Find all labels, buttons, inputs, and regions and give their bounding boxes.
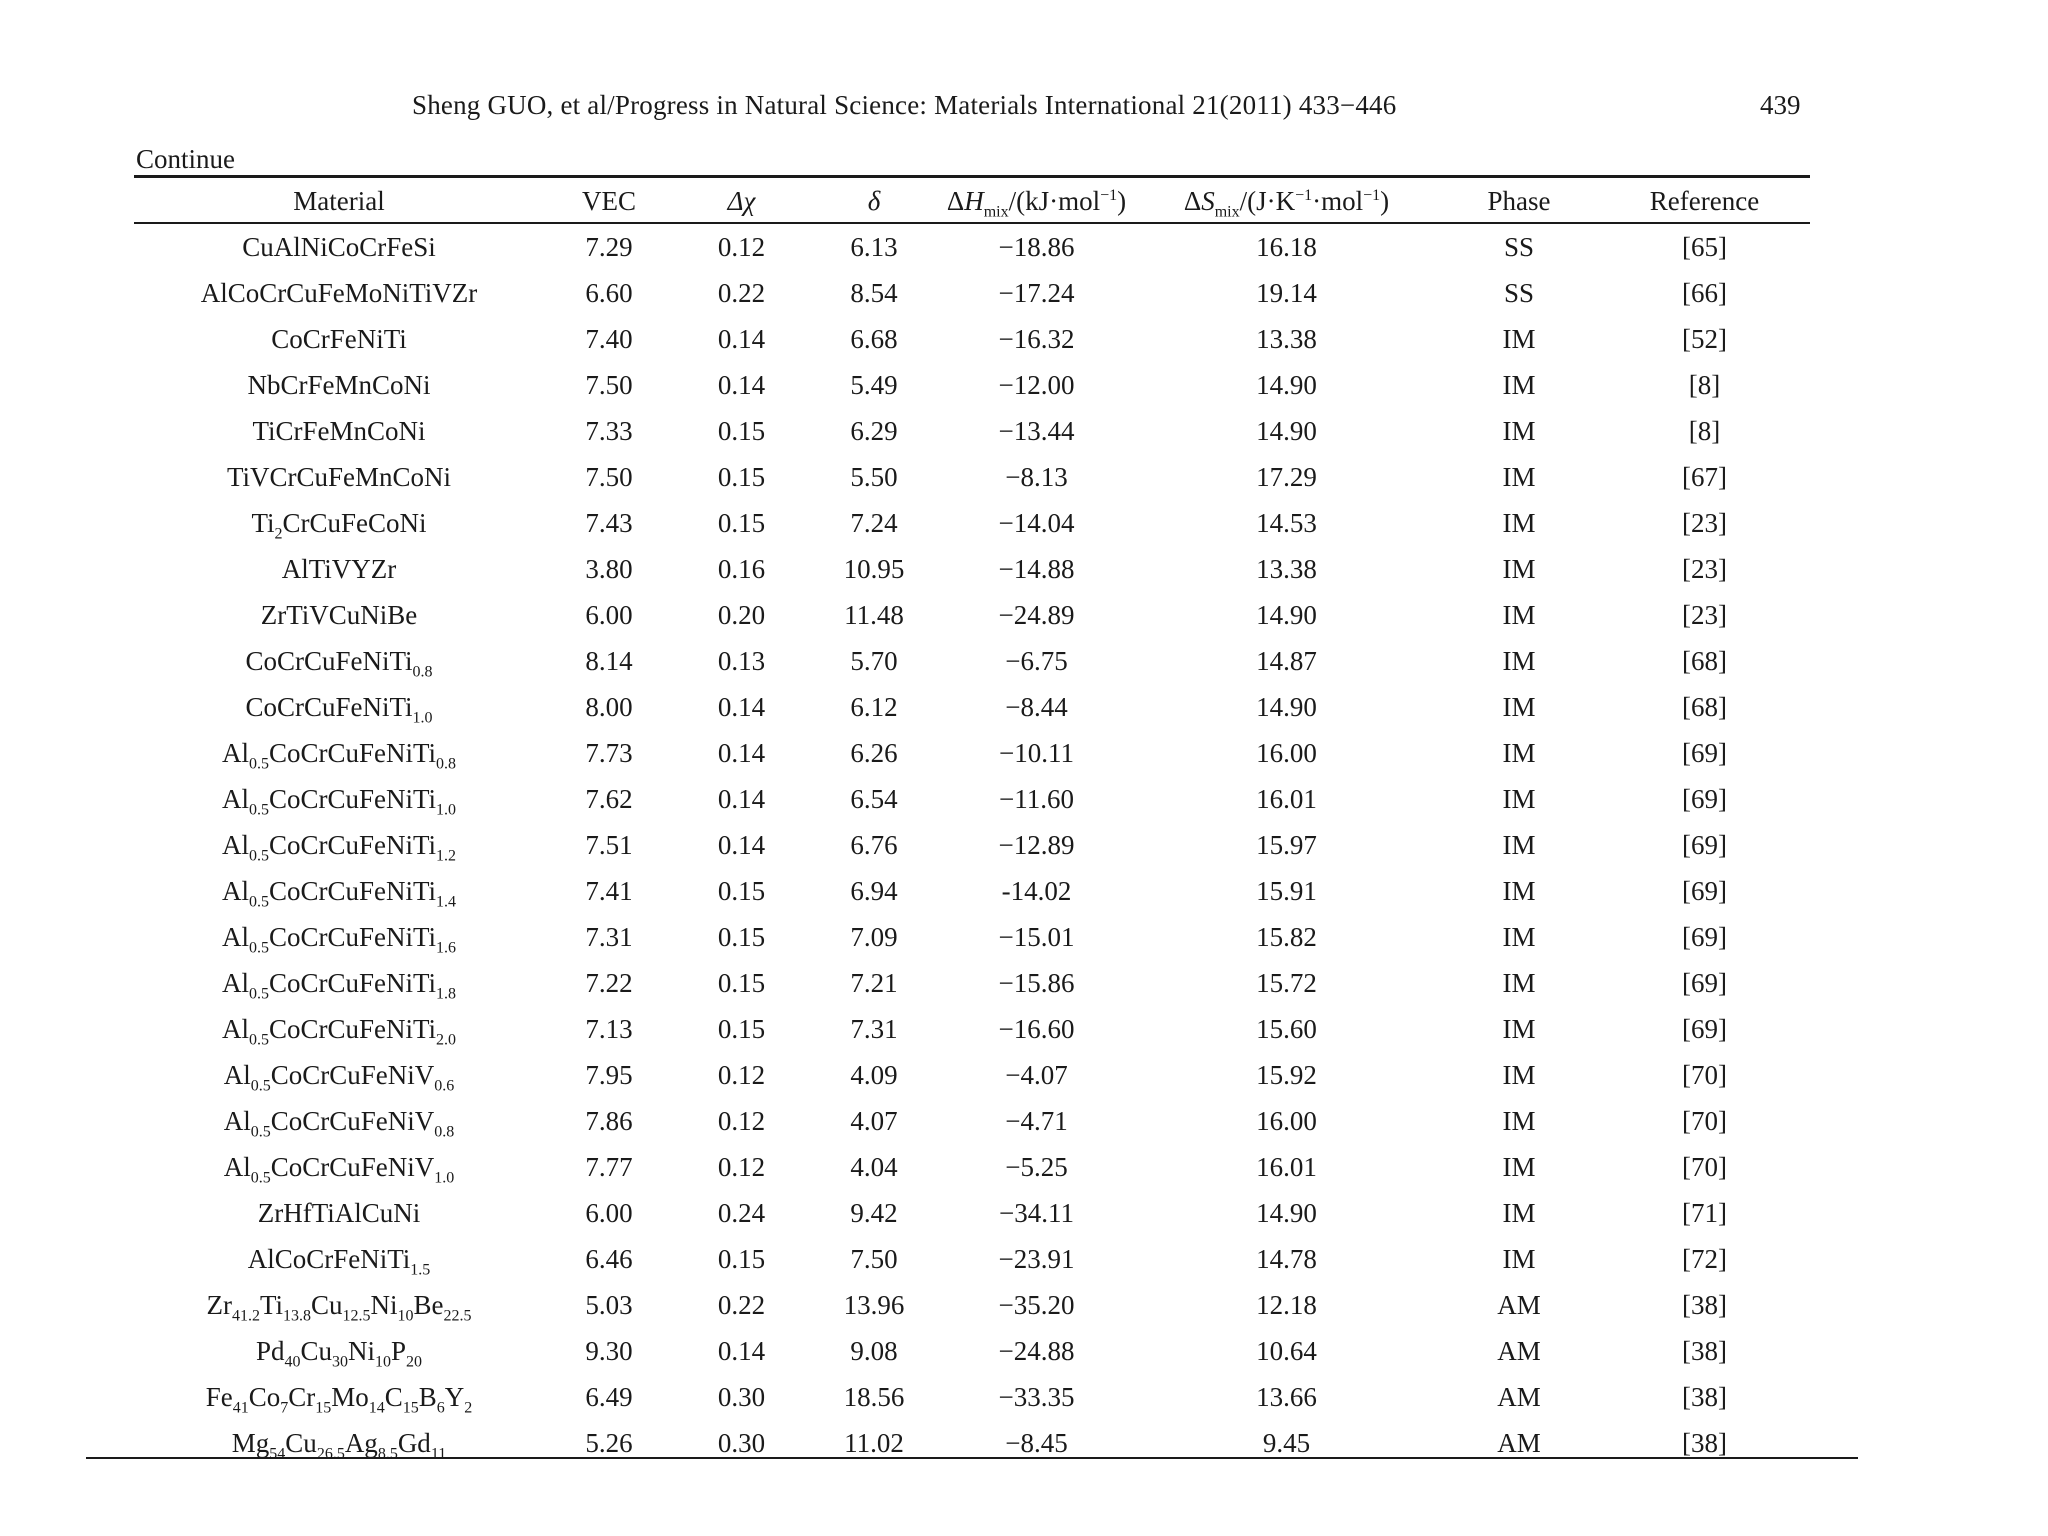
delta-s-mix-cell: 16.01: [1256, 783, 1317, 814]
phase-cell: IM: [1502, 1013, 1536, 1044]
delta-cell: 7.24: [850, 507, 898, 538]
delta-s-mix-cell: 19.14: [1256, 277, 1317, 308]
reference-cell: [69]: [1682, 783, 1727, 814]
delta-chi-cell: 0.14: [717, 691, 766, 722]
phase-cell: IM: [1502, 967, 1536, 998]
reference-cell: [68]: [1682, 691, 1727, 722]
delta-h-mix-cell: −15.01: [998, 921, 1075, 952]
delta-s-mix-cell: 16.00: [1256, 1105, 1317, 1136]
delta-chi-cell: 0.30: [717, 1427, 766, 1458]
col-header-delta-chi: Δχ: [727, 185, 756, 216]
delta-chi-cell: 0.12: [717, 231, 766, 262]
delta-cell: 6.54: [850, 783, 898, 814]
col-header-delta: δ: [867, 185, 881, 216]
delta-h-mix-cell: −5.25: [1005, 1151, 1068, 1182]
table-row: [134, 546, 1810, 592]
delta-h-mix-cell: −24.88: [998, 1335, 1075, 1366]
reference-cell: [23]: [1682, 507, 1727, 538]
delta-s-mix-cell: 14.90: [1256, 1197, 1317, 1228]
reference-cell: [69]: [1682, 829, 1727, 860]
delta-cell: 9.42: [850, 1197, 898, 1228]
delta-s-mix-cell: 17.29: [1256, 461, 1317, 492]
delta-h-mix-cell: −17.24: [998, 277, 1075, 308]
material-cell: $Al_{0.5}CoCrCuFeNiTi_{1.6}$: [221, 921, 457, 956]
reference-cell: [38]: [1682, 1427, 1727, 1458]
table-row: [134, 1006, 1810, 1052]
reference-cell: [68]: [1682, 645, 1727, 676]
reference-cell: [69]: [1682, 921, 1727, 952]
table-row: [134, 1374, 1810, 1420]
table-row: [134, 316, 1810, 362]
delta-cell: 7.31: [850, 1013, 898, 1044]
phase-cell: IM: [1502, 645, 1536, 676]
col-header-reference: Reference: [1649, 185, 1760, 216]
delta-cell: 13.96: [843, 1289, 905, 1320]
phase-cell: IM: [1502, 1059, 1536, 1090]
material-cell: $Al_{0.5}CoCrCuFeNiTi_{1.8}$: [221, 967, 457, 1002]
material-cell: CuAlNiCoCrFeSi: [242, 231, 436, 262]
delta-s-mix-cell: 13.38: [1256, 553, 1317, 584]
delta-chi-cell: 0.30: [717, 1381, 766, 1412]
table-row: [134, 1190, 1810, 1236]
reference-cell: [8]: [1688, 369, 1721, 400]
reference-cell: [70]: [1682, 1059, 1727, 1090]
reference-cell: [71]: [1682, 1197, 1727, 1228]
material-cell: TiCrFeMnCoNi: [252, 415, 426, 446]
material-cell: ZrHfTiAlCuNi: [257, 1197, 421, 1228]
phase-cell: IM: [1502, 829, 1536, 860]
delta-h-mix-cell: −14.04: [998, 507, 1075, 538]
delta-chi-cell: 0.22: [717, 1289, 766, 1320]
delta-s-mix-cell: 10.64: [1256, 1335, 1317, 1366]
delta-chi-cell: 0.12: [717, 1105, 766, 1136]
table-row: [134, 270, 1810, 316]
phase-cell: IM: [1502, 507, 1536, 538]
delta-h-mix-cell: -14.02: [1001, 875, 1072, 906]
delta-h-mix-cell: −34.11: [999, 1197, 1074, 1228]
delta-chi-cell: 0.14: [717, 737, 766, 768]
delta-h-mix-cell: −8.45: [1005, 1427, 1068, 1458]
vec-cell: 8.14: [585, 645, 633, 676]
table-row: [134, 1328, 1810, 1374]
delta-h-mix-cell: −16.60: [998, 1013, 1075, 1044]
vec-cell: 8.00: [585, 691, 633, 722]
delta-s-mix-cell: 14.90: [1256, 599, 1317, 630]
phase-cell: IM: [1502, 461, 1536, 492]
phase-cell: IM: [1502, 783, 1536, 814]
vec-cell: 7.41: [585, 875, 633, 906]
reference-cell: [69]: [1682, 737, 1727, 768]
table-row: [134, 1282, 1810, 1328]
table-row: [134, 362, 1810, 408]
reference-cell: [66]: [1682, 277, 1727, 308]
table-continue-label: Continue: [136, 144, 235, 174]
table-row: [134, 1098, 1810, 1144]
table-row: [134, 868, 1810, 914]
delta-cell: 6.13: [850, 231, 898, 262]
delta-cell: 6.94: [850, 875, 898, 906]
delta-s-mix-cell: 16.00: [1256, 737, 1317, 768]
material-cell: $Ti_2CrCuFeCoNi$: [251, 507, 427, 542]
vec-cell: 7.33: [585, 415, 633, 446]
reference-cell: [65]: [1682, 231, 1727, 262]
table-row: [134, 454, 1810, 500]
vec-cell: 7.29: [585, 231, 633, 262]
table-row: [134, 684, 1810, 730]
delta-s-mix-cell: 16.18: [1256, 231, 1317, 262]
delta-cell: 11.48: [844, 599, 904, 630]
vec-cell: 3.80: [585, 553, 633, 584]
delta-s-mix-cell: 15.60: [1256, 1013, 1317, 1044]
vec-cell: 7.51: [585, 829, 633, 860]
material-cell: CoCrCuFeNiTi$_{0.8}$: [245, 645, 433, 680]
material-cell: TiVCrCuFeMnCoNi: [226, 461, 452, 492]
delta-cell: 11.02: [844, 1427, 904, 1458]
delta-h-mix-cell: −23.91: [998, 1243, 1075, 1274]
phase-cell: IM: [1502, 323, 1536, 354]
delta-cell: 7.50: [850, 1243, 898, 1274]
phase-cell: IM: [1502, 875, 1536, 906]
material-cell: $Mg_{54}Cu_{26.5}Ag_{8.5}Gd_{11}$: [231, 1427, 447, 1462]
material-cell: AlCoCrCuFeMoNiTiVZr: [200, 277, 478, 308]
reference-cell: [69]: [1682, 875, 1727, 906]
phase-cell: IM: [1502, 1197, 1536, 1228]
table-row: [134, 592, 1810, 638]
material-cell: $Al_{0.5}CoCrCuFeNiV_{0.6}$: [223, 1059, 455, 1094]
delta-h-mix-cell: −18.86: [998, 231, 1075, 262]
table-row: [134, 776, 1810, 822]
table-row: [134, 638, 1810, 684]
col-header-vec: VEC: [582, 185, 636, 216]
delta-s-mix-cell: 14.90: [1256, 369, 1317, 400]
table-row: [134, 1052, 1810, 1098]
material-cell: $Al_{0.5}CoCrCuFeNiTi_{1.2}$: [221, 829, 457, 864]
delta-cell: 10.95: [843, 553, 905, 584]
phase-cell: AM: [1497, 1427, 1541, 1458]
delta-cell: 6.29: [850, 415, 898, 446]
delta-chi-cell: 0.13: [717, 645, 766, 676]
vec-cell: 7.62: [585, 783, 633, 814]
material-cell: $Al_{0.5}CoCrCuFeNiTi_{0.8}$: [221, 737, 457, 772]
delta-h-mix-cell: −12.00: [998, 369, 1075, 400]
delta-s-mix-cell: 14.87: [1256, 645, 1317, 676]
delta-s-mix-cell: 14.78: [1256, 1243, 1317, 1274]
delta-s-mix-cell: 14.53: [1256, 507, 1317, 538]
delta-cell: 6.68: [850, 323, 898, 354]
running-head: Sheng GUO, et al/Progress in Natural Science: Materials International 21(2011) 433−446: [412, 90, 1397, 120]
delta-s-mix-cell: 13.66: [1256, 1381, 1317, 1412]
material-cell: $Pd_{40}Cu_{30}Ni_{10}P_{20}$: [255, 1335, 423, 1370]
delta-h-mix-cell: −8.44: [1005, 691, 1068, 722]
delta-h-mix-cell: −14.88: [998, 553, 1075, 584]
phase-cell: IM: [1502, 1151, 1536, 1182]
col-header-delta-h-mix: $\Delta H_{mix}/(kJ\cdot mol^{-1})$: [946, 185, 1127, 220]
vec-cell: 7.22: [585, 967, 633, 998]
phase-cell: AM: [1497, 1335, 1541, 1366]
vec-cell: 7.95: [585, 1059, 633, 1090]
delta-s-mix-cell: 15.82: [1256, 921, 1317, 952]
delta-chi-cell: 0.15: [717, 921, 766, 952]
reference-cell: [69]: [1682, 967, 1727, 998]
vec-cell: 7.50: [585, 461, 633, 492]
delta-h-mix-cell: −8.13: [1005, 461, 1068, 492]
page-number: 439: [1760, 90, 1801, 120]
delta-cell: 7.09: [850, 921, 898, 952]
vec-cell: 6.46: [585, 1243, 633, 1274]
delta-s-mix-cell: 15.91: [1256, 875, 1317, 906]
vec-cell: 7.13: [585, 1013, 633, 1044]
delta-chi-cell: 0.22: [717, 277, 766, 308]
delta-cell: 6.76: [850, 829, 898, 860]
phase-cell: IM: [1502, 691, 1536, 722]
delta-s-mix-cell: 16.01: [1256, 1151, 1317, 1182]
reference-cell: [38]: [1682, 1381, 1727, 1412]
material-cell: $Fe_{41}Co_7Cr_{15}Mo_{14}C_{15}B_6Y_2$: [205, 1381, 473, 1416]
delta-chi-cell: 0.20: [717, 599, 766, 630]
delta-chi-cell: 0.14: [717, 783, 766, 814]
phase-cell: IM: [1502, 921, 1536, 952]
table-row: [134, 1420, 1810, 1466]
delta-chi-cell: 0.15: [717, 415, 766, 446]
delta-chi-cell: 0.12: [717, 1151, 766, 1182]
vec-cell: 6.60: [585, 277, 633, 308]
table-row: [134, 408, 1810, 454]
material-cell: $Al_{0.5}CoCrCuFeNiTi_{1.4}$: [221, 875, 457, 910]
delta-s-mix-cell: 14.90: [1256, 691, 1317, 722]
delta-chi-cell: 0.16: [717, 553, 766, 584]
delta-h-mix-cell: −33.35: [998, 1381, 1075, 1412]
delta-chi-cell: 0.15: [717, 1243, 766, 1274]
phase-cell: IM: [1502, 599, 1536, 630]
material-cell: $Al_{0.5}CoCrCuFeNiTi_{1.0}$: [221, 783, 457, 818]
col-header-delta-s-mix: $\Delta S_{mix}/(J\cdot K^{-1}\cdot mol^{-1})$: [1183, 185, 1390, 220]
delta-h-mix-cell: −24.89: [998, 599, 1075, 630]
delta-s-mix-cell: 15.92: [1256, 1059, 1317, 1090]
table-row: [134, 222, 1810, 270]
reference-cell: [72]: [1682, 1243, 1727, 1274]
vec-cell: 7.31: [585, 921, 633, 952]
material-cell: NbCrFeMnCoNi: [247, 369, 431, 400]
delta-s-mix-cell: 14.90: [1256, 415, 1317, 446]
delta-h-mix-cell: −13.44: [998, 415, 1075, 446]
delta-h-mix-cell: −11.60: [999, 783, 1074, 814]
reference-cell: [67]: [1682, 461, 1727, 492]
material-cell: $Al_{0.5}CoCrCuFeNiTi_{2.0}$: [221, 1013, 457, 1048]
delta-h-mix-cell: −15.86: [998, 967, 1075, 998]
delta-cell: 6.12: [850, 691, 898, 722]
table-row: [134, 1236, 1810, 1282]
vec-cell: 7.40: [585, 323, 633, 354]
table-row: [134, 1144, 1810, 1190]
vec-cell: 6.00: [585, 599, 633, 630]
alloy-properties-table: [134, 180, 1810, 1466]
reference-cell: [8]: [1688, 415, 1721, 446]
vec-cell: 7.50: [585, 369, 633, 400]
delta-s-mix-cell: 15.72: [1256, 967, 1317, 998]
delta-cell: 4.09: [850, 1059, 898, 1090]
reference-cell: [69]: [1682, 1013, 1727, 1044]
delta-chi-cell: 0.15: [717, 967, 766, 998]
table-row: [134, 822, 1810, 868]
delta-cell: 5.70: [850, 645, 898, 676]
material-cell: $Al_{0.5}CoCrCuFeNiV_{1.0}$: [223, 1151, 455, 1186]
delta-h-mix-cell: −4.07: [1005, 1059, 1068, 1090]
vec-cell: 9.30: [585, 1335, 633, 1366]
reference-cell: [38]: [1682, 1289, 1727, 1320]
phase-cell: AM: [1497, 1289, 1541, 1320]
delta-chi-cell: 0.14: [717, 369, 766, 400]
phase-cell: SS: [1503, 231, 1535, 262]
delta-s-mix-cell: 12.18: [1256, 1289, 1317, 1320]
delta-cell: 4.07: [850, 1105, 898, 1136]
phase-cell: IM: [1502, 369, 1536, 400]
delta-cell: 5.50: [850, 461, 898, 492]
delta-chi-cell: 0.15: [717, 875, 766, 906]
delta-h-mix-cell: −6.75: [1005, 645, 1068, 676]
reference-cell: [70]: [1682, 1105, 1727, 1136]
delta-chi-cell: 0.15: [717, 1013, 766, 1044]
delta-cell: 18.56: [843, 1381, 905, 1412]
vec-cell: 7.77: [585, 1151, 633, 1182]
vec-cell: 6.00: [585, 1197, 633, 1228]
phase-cell: IM: [1502, 553, 1536, 584]
delta-cell: 6.26: [850, 737, 898, 768]
reference-cell: [52]: [1682, 323, 1727, 354]
vec-cell: 5.03: [585, 1289, 633, 1320]
table-row: [134, 960, 1810, 1006]
material-cell: CoCrFeNiTi: [271, 323, 407, 354]
phase-cell: IM: [1502, 737, 1536, 768]
col-header-material: Material: [293, 185, 385, 216]
phase-cell: AM: [1497, 1381, 1541, 1412]
delta-cell: 9.08: [850, 1335, 898, 1366]
delta-cell: 5.49: [850, 369, 898, 400]
table-row: [134, 914, 1810, 960]
delta-chi-cell: 0.14: [717, 1335, 766, 1366]
material-cell: AlCoCrFeNiTi$_{1.5}$: [247, 1243, 431, 1278]
vec-cell: 7.43: [585, 507, 633, 538]
vec-cell: 6.49: [585, 1381, 633, 1412]
reference-cell: [23]: [1682, 553, 1727, 584]
reference-cell: [70]: [1682, 1151, 1727, 1182]
material-cell: $Al_{0.5}CoCrCuFeNiV_{0.8}$: [223, 1105, 455, 1140]
delta-chi-cell: 0.14: [717, 829, 766, 860]
delta-chi-cell: 0.24: [717, 1197, 766, 1228]
delta-cell: 8.54: [850, 277, 898, 308]
delta-s-mix-cell: 9.45: [1262, 1427, 1311, 1458]
delta-h-mix-cell: −4.71: [1005, 1105, 1068, 1136]
phase-cell: IM: [1502, 415, 1536, 446]
delta-chi-cell: 0.12: [717, 1059, 766, 1090]
table-body: [134, 222, 1810, 1466]
delta-chi-cell: 0.15: [717, 461, 766, 492]
delta-s-mix-cell: 13.38: [1256, 323, 1317, 354]
delta-h-mix-cell: −35.20: [998, 1289, 1075, 1320]
material-cell: AlTiVYZr: [281, 553, 397, 584]
delta-s-mix-cell: 15.97: [1256, 829, 1317, 860]
table-row: [134, 500, 1810, 546]
delta-cell: 7.21: [850, 967, 898, 998]
reference-cell: [38]: [1682, 1335, 1727, 1366]
table-row: [134, 730, 1810, 776]
phase-cell: SS: [1503, 277, 1535, 308]
table-top-rule: [134, 175, 1810, 178]
material-cell: CoCrCuFeNiTi$_{1.0}$: [245, 691, 433, 726]
reference-cell: [23]: [1682, 599, 1727, 630]
col-header-phase: Phase: [1487, 185, 1551, 216]
delta-h-mix-cell: −12.89: [998, 829, 1075, 860]
material-cell: ZrTiVCuNiBe: [260, 599, 418, 630]
delta-h-mix-cell: −10.11: [999, 737, 1074, 768]
vec-cell: 5.26: [585, 1427, 633, 1458]
delta-cell: 4.04: [850, 1151, 898, 1182]
phase-cell: IM: [1502, 1105, 1536, 1136]
material-cell: $Zr_{41.2}Ti_{13.8}Cu_{12.5}Ni_{10}Be_{22.5}$: [206, 1289, 472, 1324]
vec-cell: 7.86: [585, 1105, 633, 1136]
phase-cell: IM: [1502, 1243, 1536, 1274]
delta-chi-cell: 0.14: [717, 323, 766, 354]
vec-cell: 7.73: [585, 737, 633, 768]
delta-h-mix-cell: −16.32: [998, 323, 1075, 354]
table-header-row: [134, 180, 1810, 222]
delta-chi-cell: 0.15: [717, 507, 766, 538]
